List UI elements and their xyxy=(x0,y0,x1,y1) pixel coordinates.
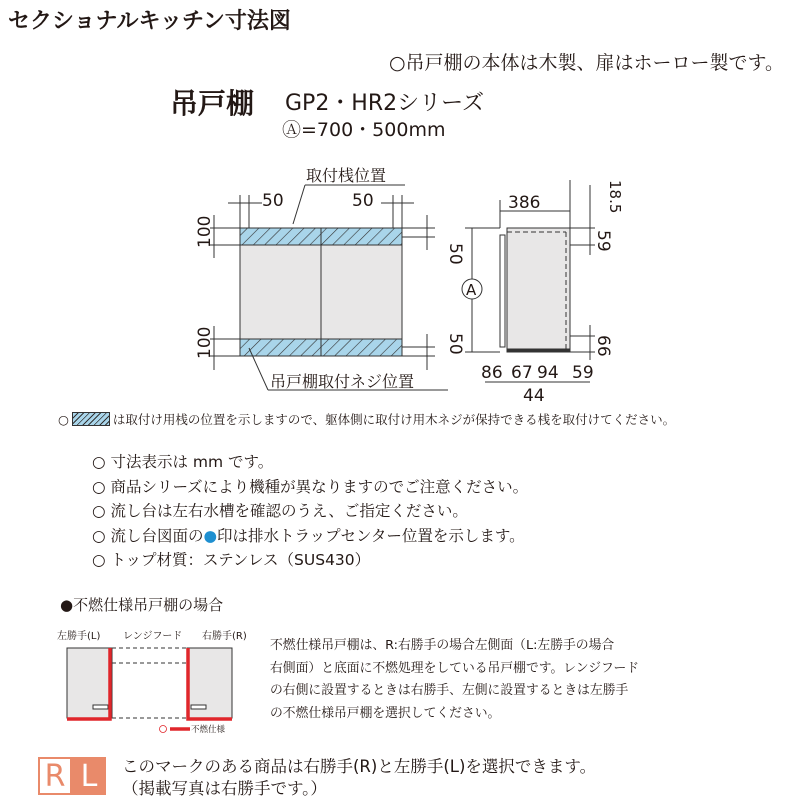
dim-top-50: 50 xyxy=(445,243,465,265)
nonflammable-description xyxy=(270,635,639,725)
hatch-legend-swatch xyxy=(72,412,110,426)
dim-59-top: 59 xyxy=(593,230,613,252)
dim-depth-386: 386 xyxy=(508,193,541,213)
circle-bullet-icon: ○ xyxy=(58,411,69,427)
note-item: ○ 商品シリーズにより機種が異なりますのでご注意ください。 xyxy=(92,477,529,496)
desc-line: 不燃仕様吊戸棚は、R:右勝手の場合左側面（L:左勝手の場合 xyxy=(270,638,615,653)
l-badge: L xyxy=(72,757,106,795)
note-item: ○ トップ材質：ステンレス（SUS430） xyxy=(92,551,371,569)
nonflammable-diagram xyxy=(0,615,260,735)
hatch-note-text: は取付け用桟の位置を示しますので、躯体側に取付け用木ネジが保持できる桟を取付けてください。 xyxy=(112,412,676,427)
dim-86: 86 xyxy=(481,363,503,383)
nonflammable-heading: ●不燃仕様吊戸棚の場合 xyxy=(60,596,224,614)
rl-text-line: （掲載写真は右勝手です。） xyxy=(122,779,327,798)
front-view xyxy=(210,185,448,390)
dim-66: 66 xyxy=(593,335,613,357)
right-hand-label: 右勝手(R) xyxy=(202,631,247,642)
rail-position-label: 取付桟位置 xyxy=(306,166,387,185)
dim-18-5: 18.5 xyxy=(606,180,624,214)
desc-line: 右側面）と底面に不燃処理をしている吊戸棚です。レンジフード xyxy=(270,660,640,676)
rl-text-line: このマークのある商品は右勝手(R)と左勝手(L)を選択できます。 xyxy=(122,757,597,776)
nonflammable-legend: 不燃仕様 xyxy=(191,725,226,735)
hatch-note xyxy=(58,410,675,428)
left-hand-label: 左勝手(L) xyxy=(57,631,101,642)
dim-94: 94 xyxy=(537,363,559,383)
product-size: Ⓐ=700・500mm xyxy=(282,119,446,141)
desc-line: の右側に設置するときは右勝手、左側に設置するときは左勝手 xyxy=(270,683,629,698)
note-item: ○ 寸法表示は mm です。 xyxy=(92,453,274,471)
page-title: セクショナルキッチン寸法図 xyxy=(8,9,291,34)
dim-67: 67 xyxy=(511,363,533,383)
dim-right-50: 50 xyxy=(352,191,374,211)
dim-top-100: 100 xyxy=(195,215,215,248)
dim-left-50: 50 xyxy=(262,191,284,211)
desc-line: の不燃仕様吊戸棚を選択してください。 xyxy=(270,705,501,721)
note-item: ○ 流し台は左右水槽を確認のうえ、ご指定ください。 xyxy=(92,502,468,520)
note-item: ○ 流し台図面の●印は排水トラップセンター位置を示します。 xyxy=(92,526,525,545)
dim-59-bottom: 59 xyxy=(572,363,594,383)
rl-mark xyxy=(38,757,106,795)
product-series: GP2・HR2シリーズ xyxy=(285,91,485,116)
screw-position-label: 吊戸棚取付ネジ位置 xyxy=(270,372,415,391)
range-hood-label: レンジフード xyxy=(123,631,183,642)
dim-height-a: A xyxy=(466,281,477,299)
body-note: ○吊戸棚の本体は木製、扉はホーロー製です。 xyxy=(388,52,784,74)
product-name: 吊戸棚 xyxy=(170,87,255,120)
dim-bottom-50: 50 xyxy=(445,333,465,355)
dim-bottom-100: 100 xyxy=(195,326,215,359)
blue-dot-icon: ● xyxy=(203,526,217,545)
r-badge: R xyxy=(38,757,72,795)
dim-44: 44 xyxy=(523,386,545,406)
notes-list xyxy=(92,450,528,573)
rl-description xyxy=(122,756,596,800)
